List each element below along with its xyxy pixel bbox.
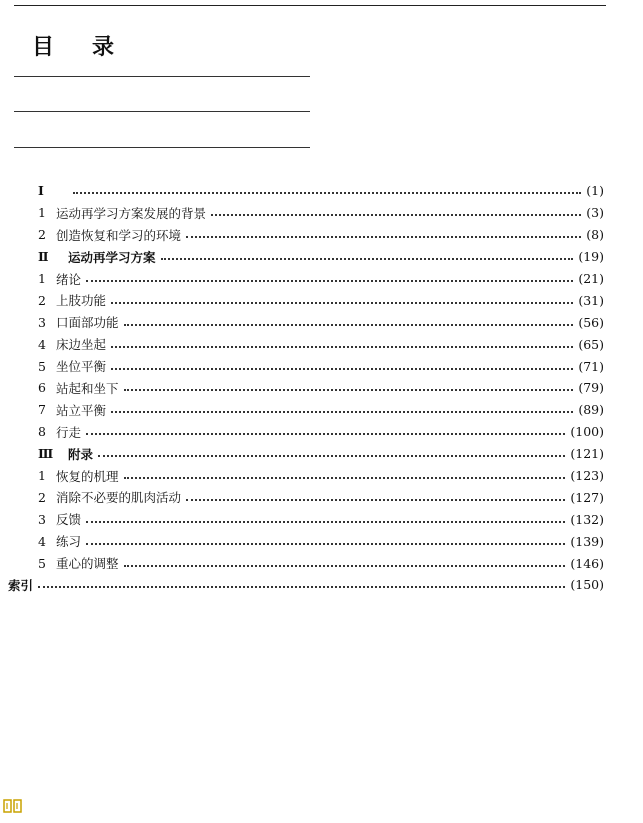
- toc-page-number: (21): [578, 271, 604, 286]
- toc-number: 3: [38, 314, 46, 330]
- toc-label: 上肢功能: [56, 293, 107, 309]
- toc-label: 运动再学习方案发展的背景: [56, 205, 207, 221]
- toc-page-number: (139): [570, 533, 604, 549]
- toc-number: 3: [38, 511, 46, 527]
- toc-row: [38, 268, 604, 290]
- toc-number: 6: [38, 380, 46, 396]
- toc-number: 8: [38, 424, 46, 440]
- top-rule: [14, 5, 606, 6]
- toc-part-row: [38, 246, 604, 268]
- toc-number: 4: [38, 533, 46, 549]
- toc-leader-dots: [86, 542, 565, 545]
- title-char-2: 录: [92, 35, 115, 60]
- toc-page-number: (1): [586, 183, 604, 199]
- toc-number: Ⅰ: [38, 183, 44, 199]
- toc-row: [38, 399, 604, 421]
- page-title: [32, 30, 114, 61]
- toc-leader-dots: [124, 476, 566, 479]
- toc-leader-dots: [98, 454, 565, 457]
- toc-row: [38, 421, 604, 443]
- title-char-1: 目: [32, 35, 55, 60]
- toc-leader-dots: [186, 235, 581, 238]
- toc-number: Ⅱ: [38, 249, 49, 265]
- toc-number: 5: [38, 555, 46, 571]
- toc-leader-dots: [86, 279, 573, 282]
- toc-row: [38, 202, 604, 224]
- toc-row: [38, 465, 604, 487]
- toc-leader-dots: [124, 564, 566, 567]
- toc-leader-dots: [86, 432, 565, 435]
- toc-label: 站起和坐下: [56, 380, 119, 396]
- table-of-contents: [8, 180, 604, 596]
- toc-page-number: (123): [570, 468, 604, 484]
- toc-row: [38, 552, 604, 574]
- toc-label: 创造恢复和学习的环境: [56, 227, 182, 243]
- toc-number: 1: [38, 468, 46, 484]
- toc-leader-dots: [186, 498, 565, 501]
- toc-page-number: (121): [570, 446, 604, 462]
- toc-page-number: (150): [570, 577, 604, 593]
- toc-leader-dots: [124, 323, 574, 326]
- header-rule-2: [14, 111, 310, 112]
- toc-page-number: (71): [578, 358, 604, 374]
- toc-page-number: (31): [578, 292, 604, 308]
- toc-leader-dots: [111, 410, 573, 413]
- toc-label: 行走: [56, 424, 82, 440]
- toc-page-number: (56): [578, 314, 604, 330]
- toc-row: [38, 486, 604, 508]
- toc-label: 恢复的机理: [56, 468, 119, 484]
- toc-leader-dots: [161, 257, 574, 260]
- toc-page-number: (146): [570, 555, 604, 571]
- toc-row: [38, 289, 604, 311]
- toc-page-number: (3): [586, 205, 604, 221]
- toc-row: [38, 355, 604, 377]
- toc-page-number: (100): [570, 424, 604, 440]
- toc-row: [38, 377, 604, 399]
- toc-leader-dots: [111, 301, 573, 304]
- header-rule-3: [14, 147, 310, 148]
- toc-number: 2: [38, 292, 46, 308]
- toc-part-row: [38, 180, 604, 202]
- toc-number: 1: [38, 271, 46, 286]
- toc-row: [38, 224, 604, 246]
- toc-label: 坐位平衡: [56, 359, 107, 375]
- toc-label: 消除不必要的肌肉活动: [56, 490, 182, 506]
- toc-number: 7: [38, 402, 46, 418]
- toc-index-row: [8, 574, 604, 596]
- toc-number: 2: [38, 227, 46, 243]
- toc-leader-dots: [73, 191, 581, 194]
- toc-page-number: (79): [578, 380, 604, 396]
- toc-leader-dots: [111, 367, 573, 370]
- toc-label: 站立平衡: [56, 402, 107, 418]
- toc-number: 5: [38, 358, 46, 374]
- toc-page-number: (65): [578, 336, 604, 352]
- toc-label: 运动再学习方案: [68, 249, 156, 265]
- toc-page-number: (127): [570, 489, 604, 505]
- toc-row: [38, 530, 604, 552]
- toc-label: 索引: [8, 577, 34, 593]
- toc-leader-dots: [124, 388, 574, 391]
- toc-row: [38, 508, 604, 530]
- toc-label: 练习: [56, 534, 82, 550]
- toc-page-number: (19): [578, 249, 604, 265]
- toc-leader-dots: [38, 585, 565, 588]
- header-rule-1: [14, 76, 310, 77]
- toc-number: 2: [38, 489, 46, 505]
- toc-page-number: (8): [586, 227, 604, 243]
- toc-label: 附录: [68, 446, 94, 462]
- toc-label: 床边坐起: [56, 337, 107, 353]
- toc-page-number: (89): [578, 402, 604, 418]
- toc-number: 1: [38, 205, 46, 221]
- toc-label: 口面部功能: [56, 315, 119, 331]
- toc-row: [38, 311, 604, 333]
- toc-leader-dots: [211, 213, 581, 216]
- toc-label: 重心的调整: [56, 556, 119, 572]
- toc-row: [38, 333, 604, 355]
- toc-label: 绪论: [56, 271, 82, 287]
- toc-label: 反馈: [56, 512, 82, 528]
- toc-page-number: (132): [570, 511, 604, 527]
- toc-leader-dots: [86, 520, 565, 523]
- toc-number: Ⅲ: [38, 446, 54, 462]
- toc-part-row: [38, 443, 604, 465]
- toc-number: 4: [38, 336, 46, 352]
- library-logo-icon: [3, 798, 23, 814]
- toc-leader-dots: [111, 345, 573, 348]
